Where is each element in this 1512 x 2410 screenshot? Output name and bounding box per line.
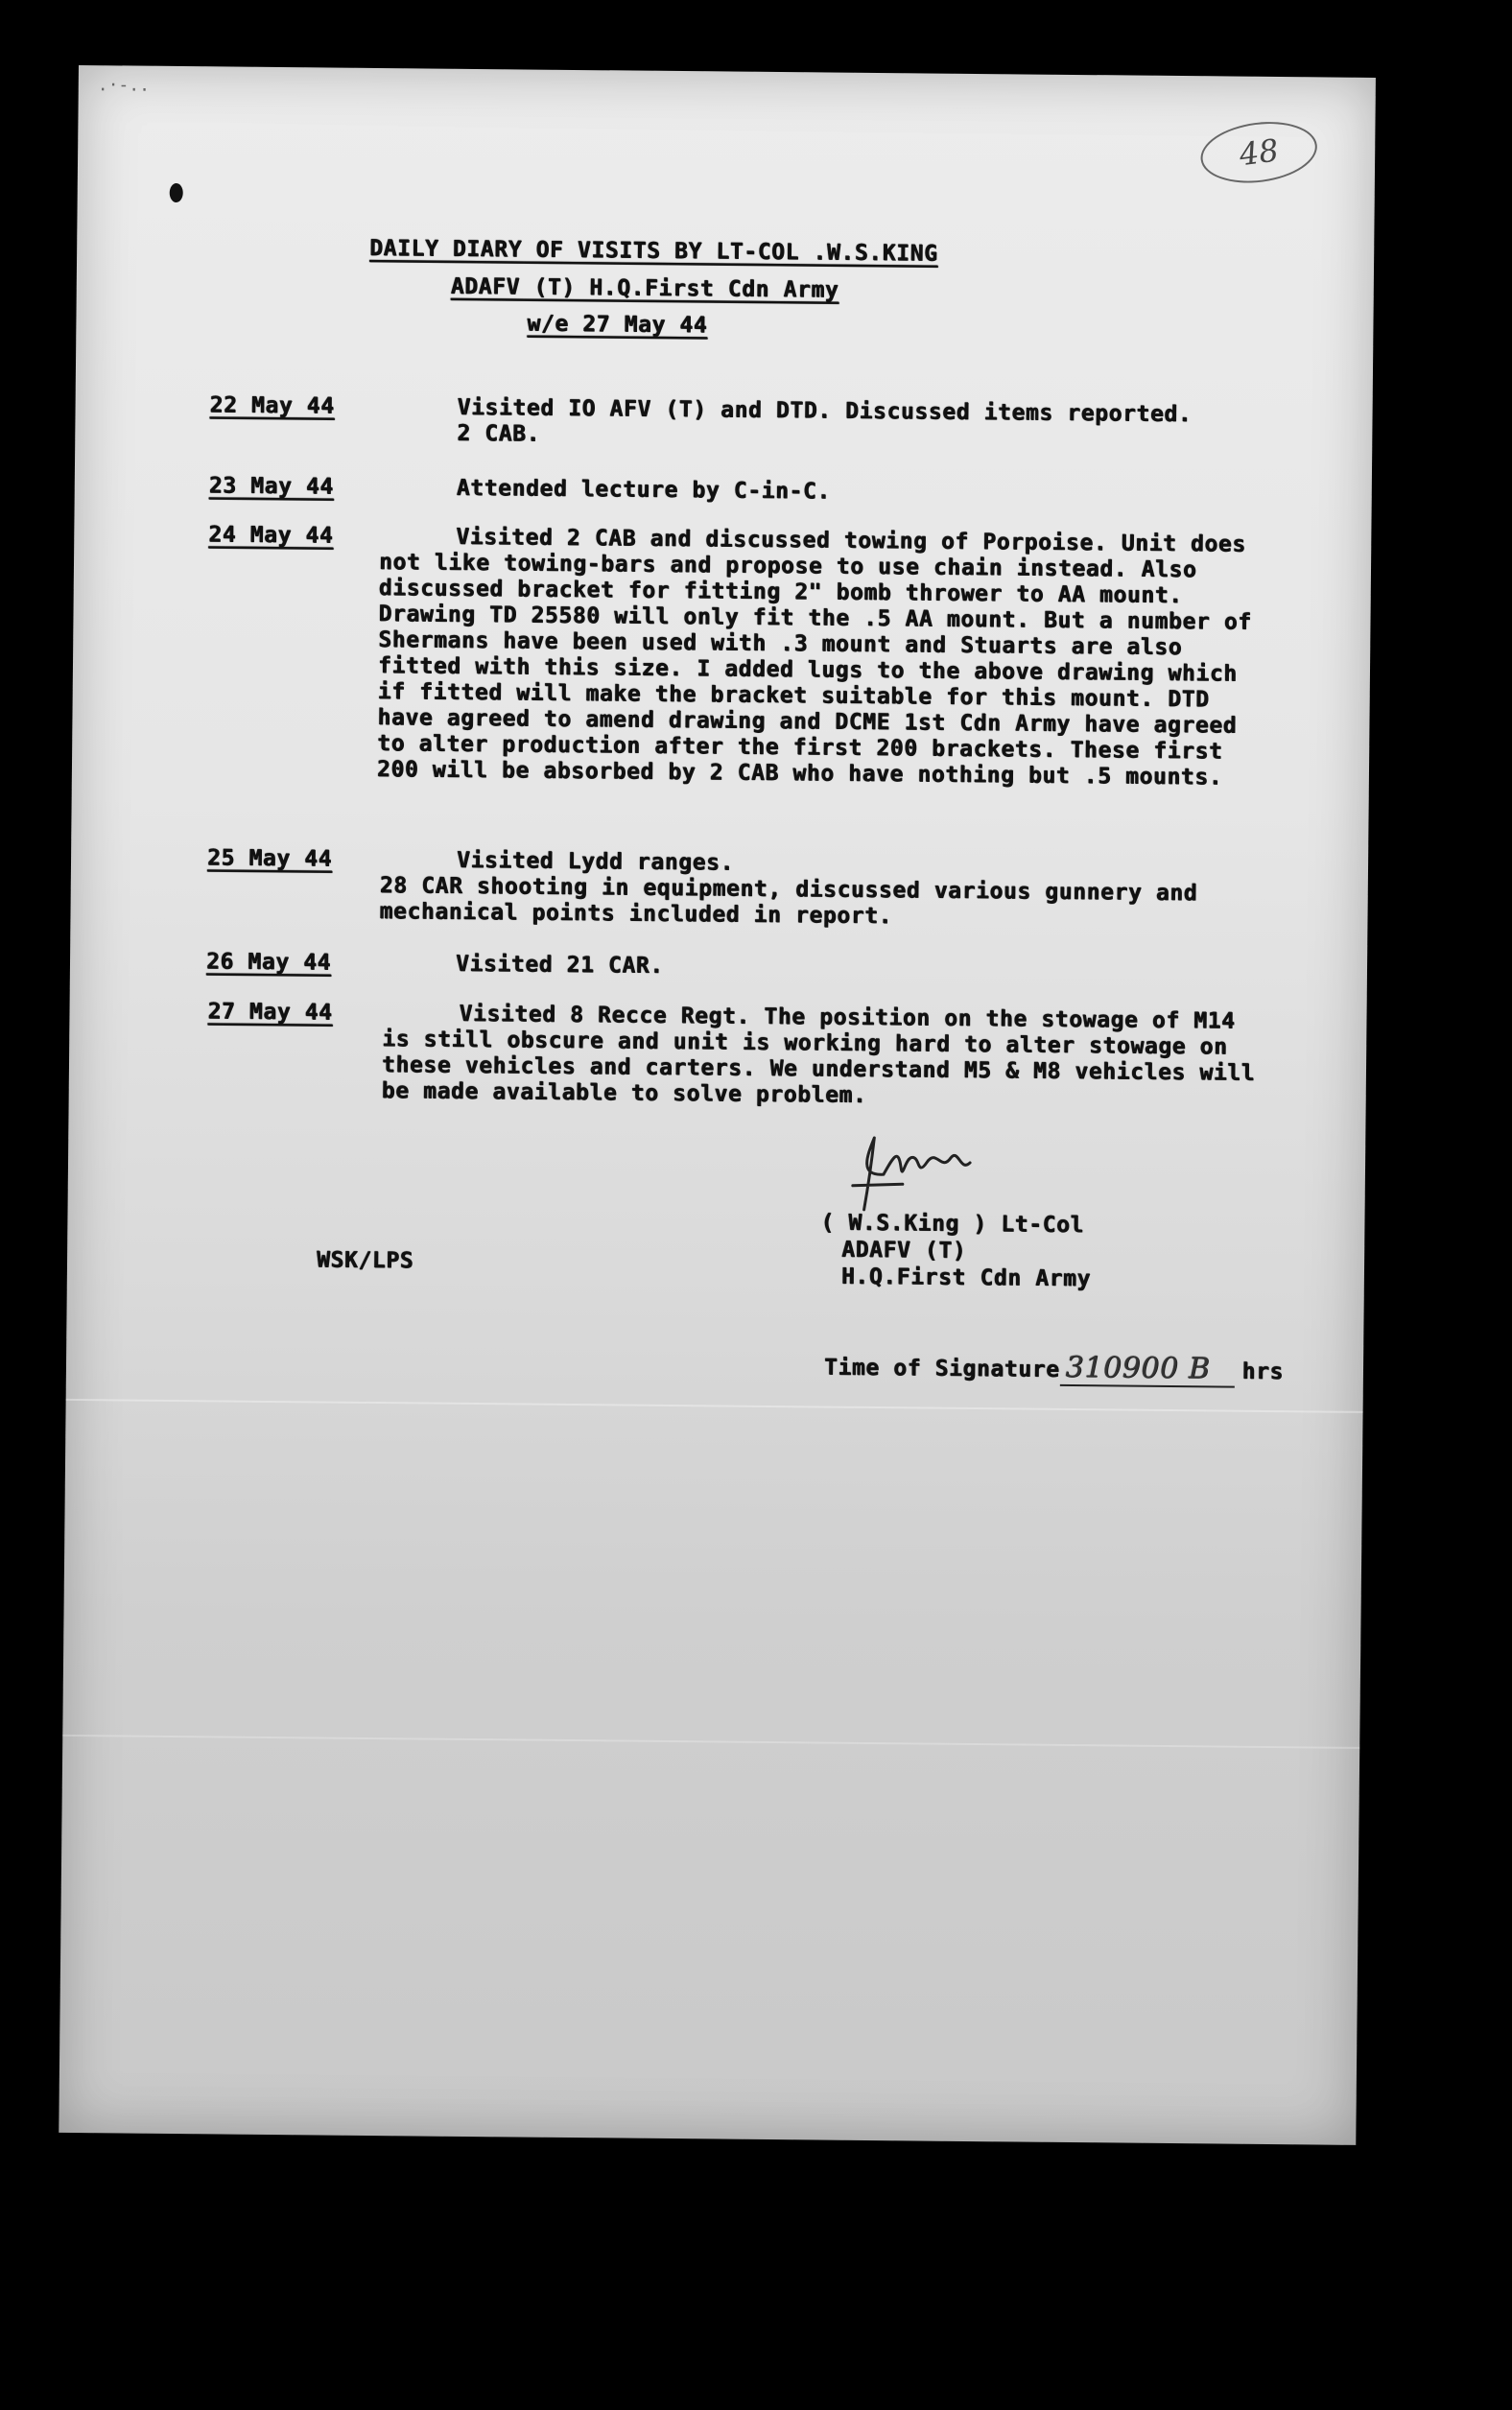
- entry-text: Visited 2 CAB and discussed towing of Porpoise. Unit does not like towing-bars and propose to use chain instead. Also discussed bracket for fitting 2" bomb thrower to AA mount. Drawing TD 25580 will only fit the .5 AA mount. But a number of Shermans have been used with .3 mount and Stuarts are also fitted with this size. I added lugs to the above drawing which if fitted will make the bracket suitable for this mount. DTD have agreed to amend drawing and DCME 1st Cdn Army have agreed to alter production after the first 200 brackets. These first 200 will be absorbed by 2 CAB who have nothing but .5 mounts.: [376, 524, 1266, 791]
- entry-text: Visited 21 CAR.: [455, 951, 664, 979]
- time-of-signature: [824, 1349, 1284, 1389]
- header-week-ending: w/e 27 May 44: [527, 311, 708, 339]
- time-of-signature-suffix: hrs: [1241, 1359, 1285, 1385]
- reference-code: WSK/LPS: [316, 1247, 414, 1274]
- fold-line: [62, 1735, 1359, 1749]
- signature-unit: H.Q.First Cdn Army: [840, 1264, 1092, 1292]
- entry-text: Attended lecture by C-in-C.: [456, 475, 831, 505]
- signature-name: ( W.S.King ) Lt-Col: [820, 1210, 1085, 1239]
- entry-date: 27 May 44: [207, 999, 333, 1026]
- entry-date: 22 May 44: [209, 392, 335, 419]
- stray-mark: .·-..: [97, 75, 151, 96]
- entry-date: 23 May 44: [208, 473, 334, 500]
- handwritten-signature: [845, 1128, 1000, 1217]
- header-unit: ADAFV (T) H.Q.First Cdn Army: [450, 273, 839, 303]
- punch-hole: [170, 183, 183, 202]
- entry-text: Visited Lydd ranges. 28 CAR shooting in equipment, discussed various gunnery and mechanical points included in report.: [379, 847, 1212, 930]
- document-page: [59, 65, 1376, 2145]
- entry-text: Visited 8 Recce Regt. The position on the stowage of M14 is still obscure and unit is working hard to alter stowage on these vehicles and carters. We understand M5 & M8 vehicles will be made available to solve problem.: [381, 1001, 1269, 1108]
- entry-date: 26 May 44: [205, 949, 332, 976]
- page-number-stamp: [1197, 115, 1321, 189]
- entry-date: 24 May 44: [208, 522, 334, 549]
- entry-text: Visited IO AFV (T) and DTD. Discussed items reported. 2 CAB.: [457, 394, 1193, 447]
- page-number: 48: [1237, 131, 1281, 174]
- time-of-signature-value: 310900 B: [1059, 1351, 1234, 1388]
- signature-title: ADAFV (T): [841, 1237, 967, 1264]
- header-title: DAILY DIARY OF VISITS BY LT-COL .W.S.KING: [369, 235, 938, 267]
- signature-block: [820, 1209, 1092, 1292]
- time-of-signature-label: Time of Signature: [823, 1355, 1060, 1382]
- entry-date: 25 May 44: [206, 845, 333, 872]
